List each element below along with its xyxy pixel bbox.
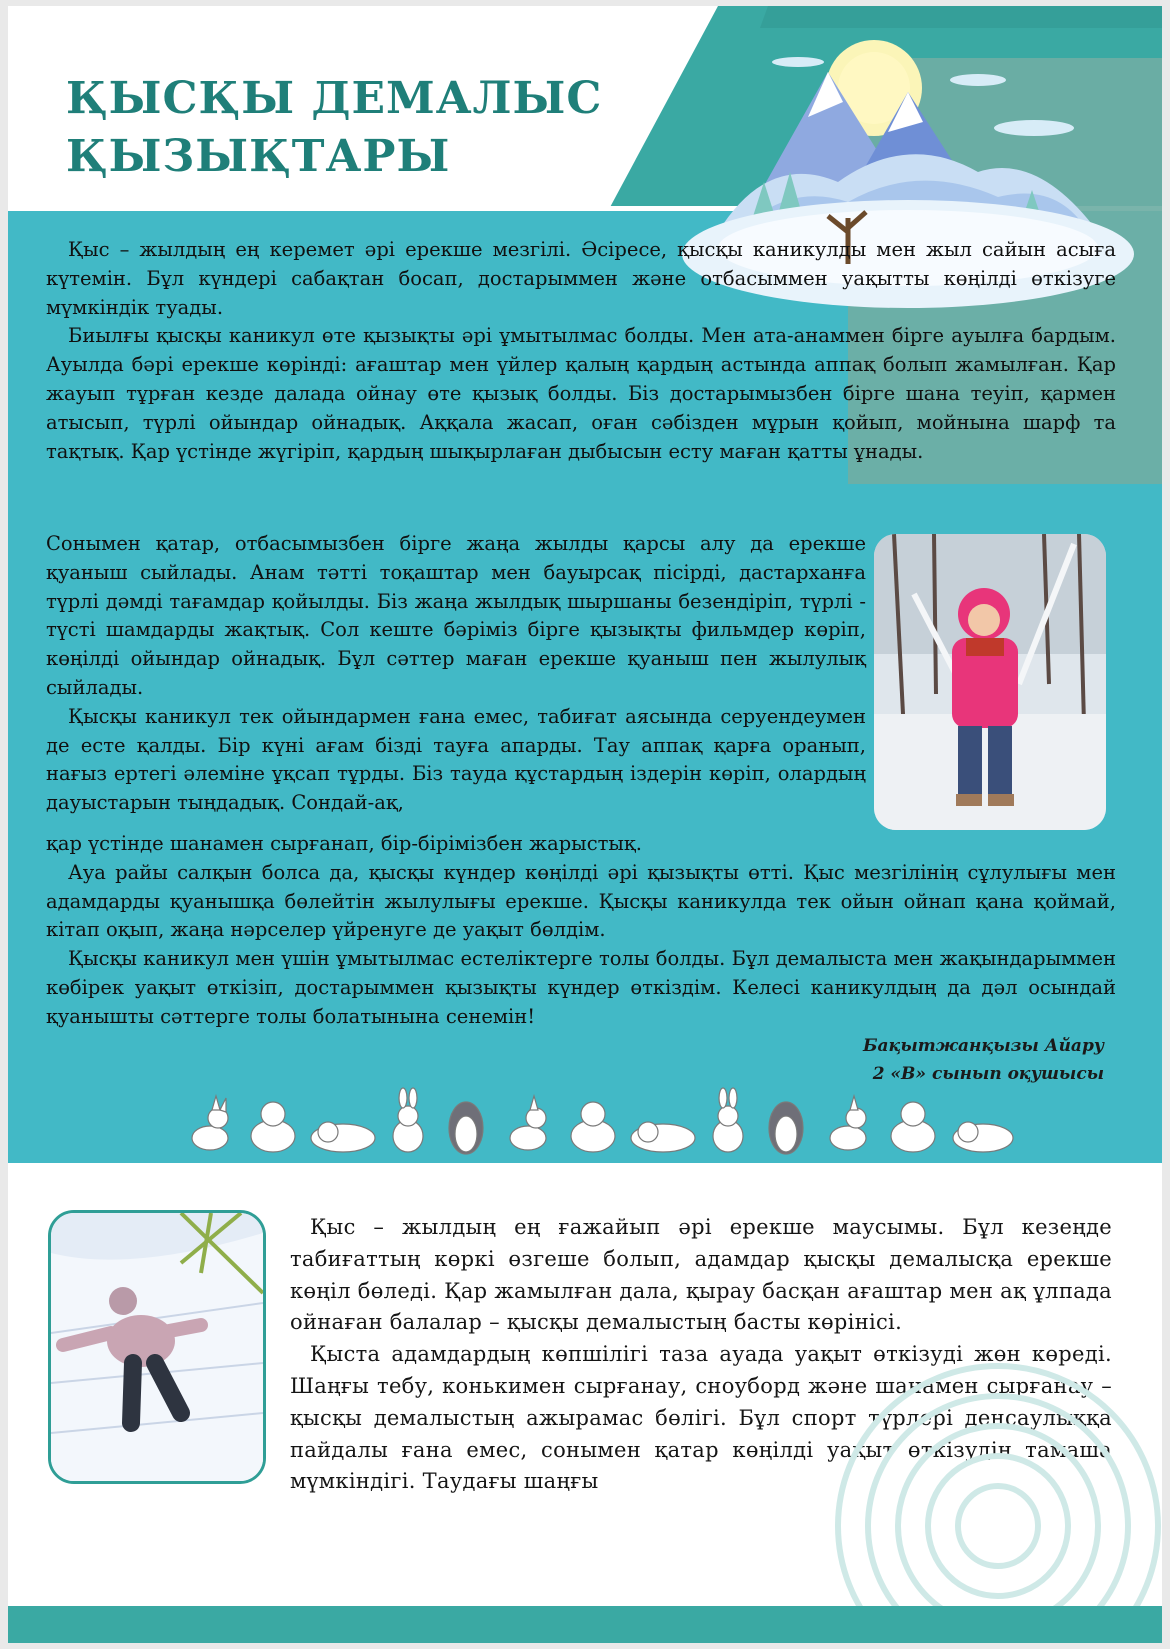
arctic-fox-icon-2 bbox=[510, 1096, 546, 1150]
arctic-fox-icon bbox=[192, 1096, 228, 1150]
article-paragraph-2: Биылғы қысқы каникул өте қызықты әрі ұмытылмас болды. Мен ата-анаммен бірге ауылға бардым. Ауылда бәрі ерекше көрінді: ағаштар мен үйлер қалың қардың астында аппақ болып жамылған. Қар жауып тұрған кезде далада ойнау өте қызық болды. Біз достарымызбен бірге шана теуіп, қармен атысып, түрлі ойындар ойнадық. Аққала жасап, оған сәбізден мұрын қойып, мойнына шарф та тақтық. Қар үстінде жүгіріп, қардың шықырлаған дыбысын есту маған қатты ұнады. bbox=[46, 324, 1116, 463]
girl-winter-photo bbox=[874, 534, 1106, 830]
article-paragraph-4: Қысқы каникул тек ойындармен ғана емес, табиғат аясында серуендеумен де есте қалды. Бір күні ағам бізді тауға апарды. Тау аппақ қарға оранып, нағыз ертегі әлеміне ұқсап тұрды. Біз тауда құстардың іздерін көріп, олардың дауыстарын тыңдадық. Сондай-ақ, bbox=[46, 704, 866, 815]
footer-band bbox=[8, 1606, 1162, 1643]
author-signature bbox=[863, 1032, 1104, 1088]
author-name: Бақытжанқызы Айару bbox=[863, 1036, 1104, 1056]
polar-bear-icon bbox=[251, 1102, 295, 1152]
decorative-arcs bbox=[738, 1296, 1162, 1626]
polar-bear-icon-2 bbox=[571, 1102, 615, 1152]
article-paragraph-6: Қысқы каникул мен үшін ұмытылмас естеліктерге толы болды. Бұл демалыста мен жақындарыммен көбірек уақыт өткізіп, достарыммен қызықты күндер өткіздім. Келесі каникулдың да дәл осындай қуанышты сәттерге толы болатынына сенемін! bbox=[46, 947, 1116, 1028]
article-paragraph-4-end: қар үстінде шанамен сырғанап, бір-бірімізбен жарыстық. bbox=[46, 832, 642, 855]
arctic-fox-icon-3 bbox=[830, 1096, 866, 1150]
seal-icon-3 bbox=[953, 1122, 1013, 1152]
arctic-animals-border bbox=[188, 1086, 1028, 1156]
bottom-paragraph-2: Қыста адамдардың көпшілігі таза ауада уақыт өткізуді жөн көреді. Шаңғы тебу, конькимен сырғанау, сноуборд және шанамен сырғанау – қысқы демалыстың ажырамас бөлігі. Бұл спорт түрлері денсаулыққа пайдалы ғана емес, сонымен қатар көңілді уақыт өткізудің тамаша мүмкіндігі. Таудағы шаңғы bbox=[290, 1342, 1112, 1494]
polar-bear-icon-3 bbox=[891, 1102, 935, 1152]
title-line-2: ҚЫЗЫҚТАРЫ bbox=[66, 131, 451, 182]
article-lower bbox=[46, 832, 1116, 1032]
page-title bbox=[66, 70, 602, 186]
article-middle bbox=[46, 530, 866, 818]
rabbit-icon bbox=[393, 1088, 423, 1152]
page bbox=[8, 6, 1162, 1643]
article-paragraph-3: Сонымен қатар, отбасымызбен бірге жаңа жылды қарсы алу да ерекше қуаныш сыйлады. Анам тәтті тоқаштар мен бауырсақ пісірді, дастарханға түрлі дәмді тағамдар қойылды. Біз жаңа жылдық шыршаны безендіріп, түрлі - түсті шамдарды жақтық. Сол кеште бәріміз бірге қызықты фильмдер көріп, көңілді ойындар ойнадық. Бұл сәттер маған ерекше қуаныш пен жылулық сыйлады. bbox=[46, 532, 866, 699]
seal-icon-2 bbox=[631, 1122, 695, 1152]
penguin-icon-2 bbox=[769, 1102, 803, 1154]
article-paragraph-5: Ауа райы салқын болса да, қысқы күндер көңілді әрі қызықты өтті. Қыс мезгілінің сұлулығы мен адамдарды қуанышқа бөлейтін жылулығы ерекше. Қысқы каникулда тек ойын ойнап қана қоймай, кітап оқып, жаңа нәрселер үйренуге де уақыт бөлдім. bbox=[46, 860, 1116, 942]
title-line-1: ҚЫСҚЫ ДЕМАЛЫС bbox=[66, 73, 603, 124]
author-class: 2 «В» сынып оқушысы bbox=[872, 1064, 1104, 1084]
penguin-icon bbox=[449, 1102, 483, 1154]
article-paragraph-1: Қыс – жылдың ең керемет әрі ерекше мезгілі. Әсіресе, қысқы каникулды мен жыл сайын асыға күтемін. Бұл күндері сабақтан босап, достарыммен және отбасыммен уақытты көңілді өткізуге мүмкіндік туады. bbox=[46, 238, 1116, 319]
child-snow-angel-photo bbox=[48, 1210, 266, 1484]
rabbit-icon-2 bbox=[713, 1088, 743, 1152]
bottom-paragraph-1: Қыс – жылдың ең ғажайып әрі ерекше маусымы. Бұл кезеңде табиғаттың көркі өзгеше болып, адамдар қысқы демалысқа ерекше көңіл бөледі. Қар жамылған дала, қырау басқан ағаштар мен ақ ұлпада ойнаған балалар – қысқы демалыстың басты көрінісі. bbox=[290, 1215, 1112, 1335]
seal-icon bbox=[311, 1122, 375, 1152]
article-intro bbox=[46, 236, 1116, 466]
